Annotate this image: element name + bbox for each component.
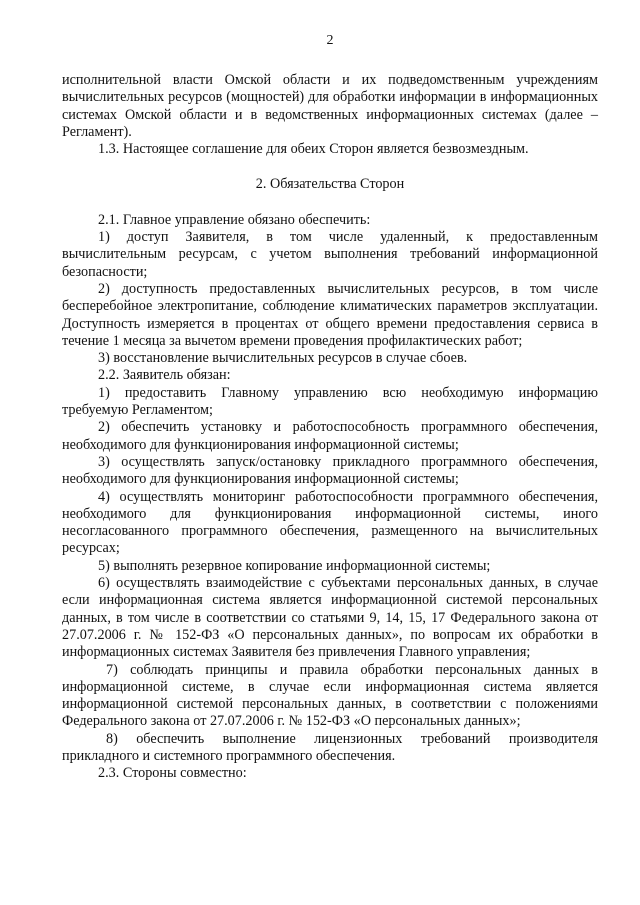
list-item: 7) соблюдать принципы и правила обработки персональных данных в информационной системе, в случае если информационная система является информационной системой персональных данных, в соответствии с положениями Федерального закона от 27.07.2006 г. № 152-ФЗ «О персональных данных»; [62, 661, 598, 730]
list-item: 2.1. Главное управление обязано обеспечить: [98, 211, 371, 228]
list-item: 4) осуществлять мониторинг работоспособности программного обеспечения, необходимого для функционирования информационной системы, иного несогласованного программного обеспечения, размещенного на вычислительных ресурсах; [62, 488, 598, 557]
list-item: 3) восстановление вычислительных ресурсов в случае сбоев. [98, 350, 468, 367]
document-body [62, 72, 598, 783]
list-item: 2) обеспечить установку и работоспособность программного обеспечения, необходимого для функционирования информационной системы; [62, 419, 598, 453]
list-item: 6) осуществлять взаимодействие с субъектами персональных данных, в случае если информационная система является информационной системой персональных данных, в том числе в соответствии со статьями 9, 14, 15, 17 Федерального закона от 27.07.2006 г. № 152-ФЗ «О персональных данных», по вопросам их обработки в информационных системах Заявителя без привлечения Главного управления; [62, 575, 598, 661]
list-item: 2.3. Стороны совместно: [98, 765, 247, 782]
list-item: 5) выполнять резервное копирование информационной системы; [98, 557, 491, 574]
list-item: 1) предоставить Главному управлению всю необходимую информацию требуемую Регламентом; [62, 384, 598, 419]
list-item: 2) доступность предоставленных вычислительных ресурсов, в том числе бесперебойное электропитание, соблюдение климатических параметров эксплуатации. Доступность измеряется в процентах от общего времени предоставления сервиса в течение 1 месяца за вычетом времени проведения профилактических работ; [62, 280, 598, 349]
paragraph: 1.3. Настоящее соглашение для обеих Сторон является безвозмездным. [98, 141, 529, 158]
paragraph: исполнительной власти Омской области и их подведомственным учреждениям вычислительных ресурсов (мощностей) для обработки информации в информационных системах Омской области и в ведомственных информационных системах (далее – Регламент). [62, 72, 598, 140]
section-heading: 2. Обязательства Сторон [255, 176, 405, 193]
list-item: 2.2. Заявитель обязан: [98, 367, 231, 384]
list-item: 8) обеспечить выполнение лицензионных требований производителя прикладного и системного программного обеспечения. [62, 730, 598, 764]
page-number: 2 [326, 33, 334, 48]
list-item: 1) доступ Заявителя, в том числе удаленный, к предоставленным вычислительным ресурсам, с учетом выполнения требований информационной безопасности; [62, 229, 598, 280]
list-item: 3) осуществлять запуск/остановку прикладного программного обеспечения, необходимого для функционирования информационной системы; [62, 453, 598, 488]
